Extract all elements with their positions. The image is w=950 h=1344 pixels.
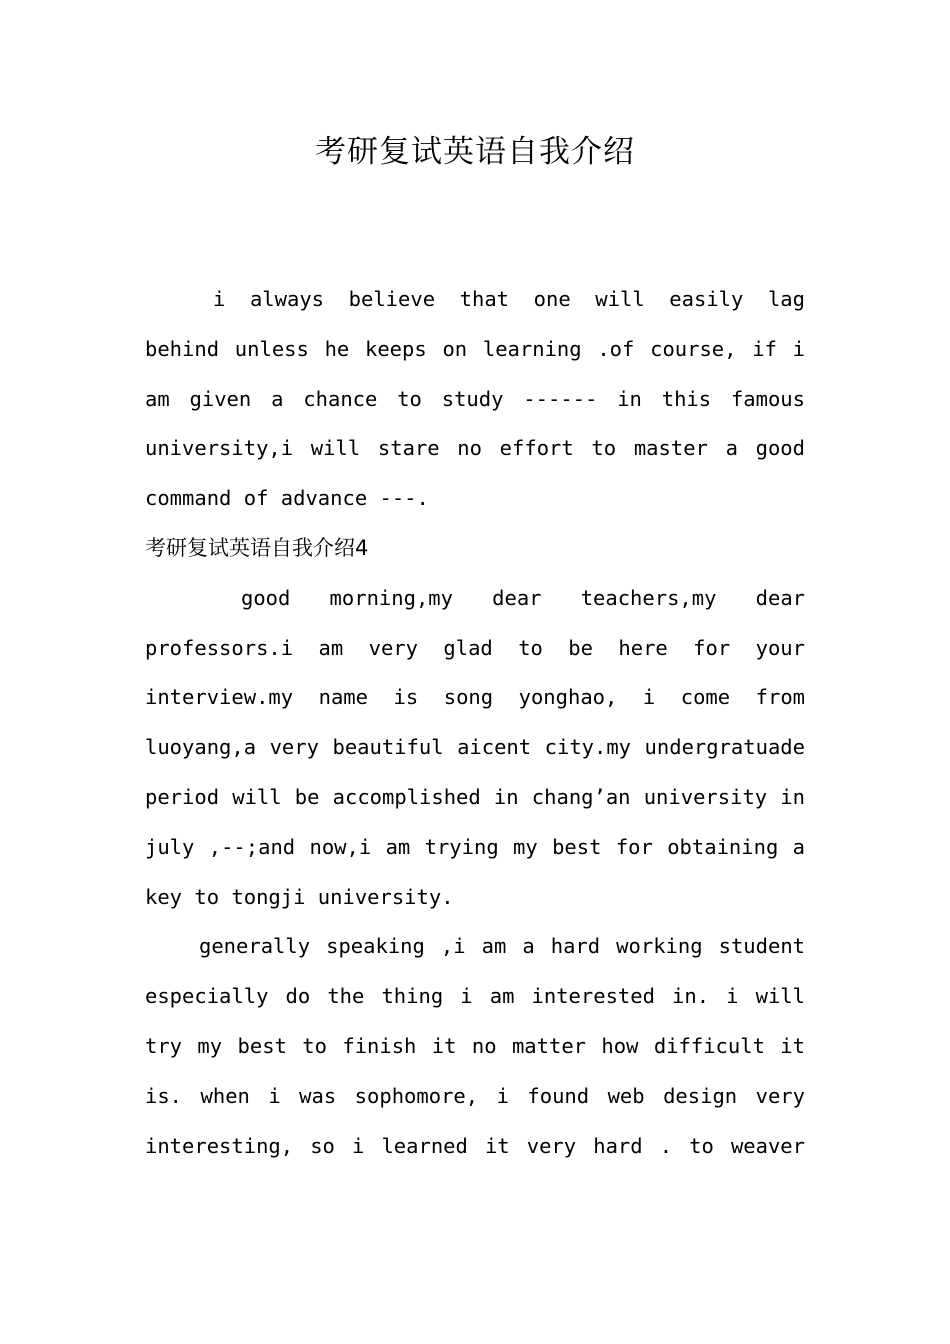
document-body [145,275,805,1171]
paragraph-1: i always believe that one will easily lag behind unless he keeps on learning .of course, if i am given a chance to study ------ in this famous university,i will stare no effort to master a good command of advance ---. [145,287,805,511]
paragraph-3: generally speaking ,i am a hard working student especially do the thing i am interested in. i will try my best to finish it no matter how difficult it is. when i was sophomore, i found web design very interesting, so i learned it very hard . to weaver [145,934,805,1158]
section-heading-4: 考研复试英语自我介绍4 [145,535,369,560]
document-title: 考研复试英语自我介绍 [315,134,635,170]
paragraph-2: good morning,my dear teachers,my dear professors.i am very glad to be here for your interview.my name is song yonghao, i come from luoyang,a very beautiful aicent city.my undergratuade period will be accomplished in chang’an university in july ,--;and now,i am trying my best for obtaining a key to tongji university. [145,585,805,909]
